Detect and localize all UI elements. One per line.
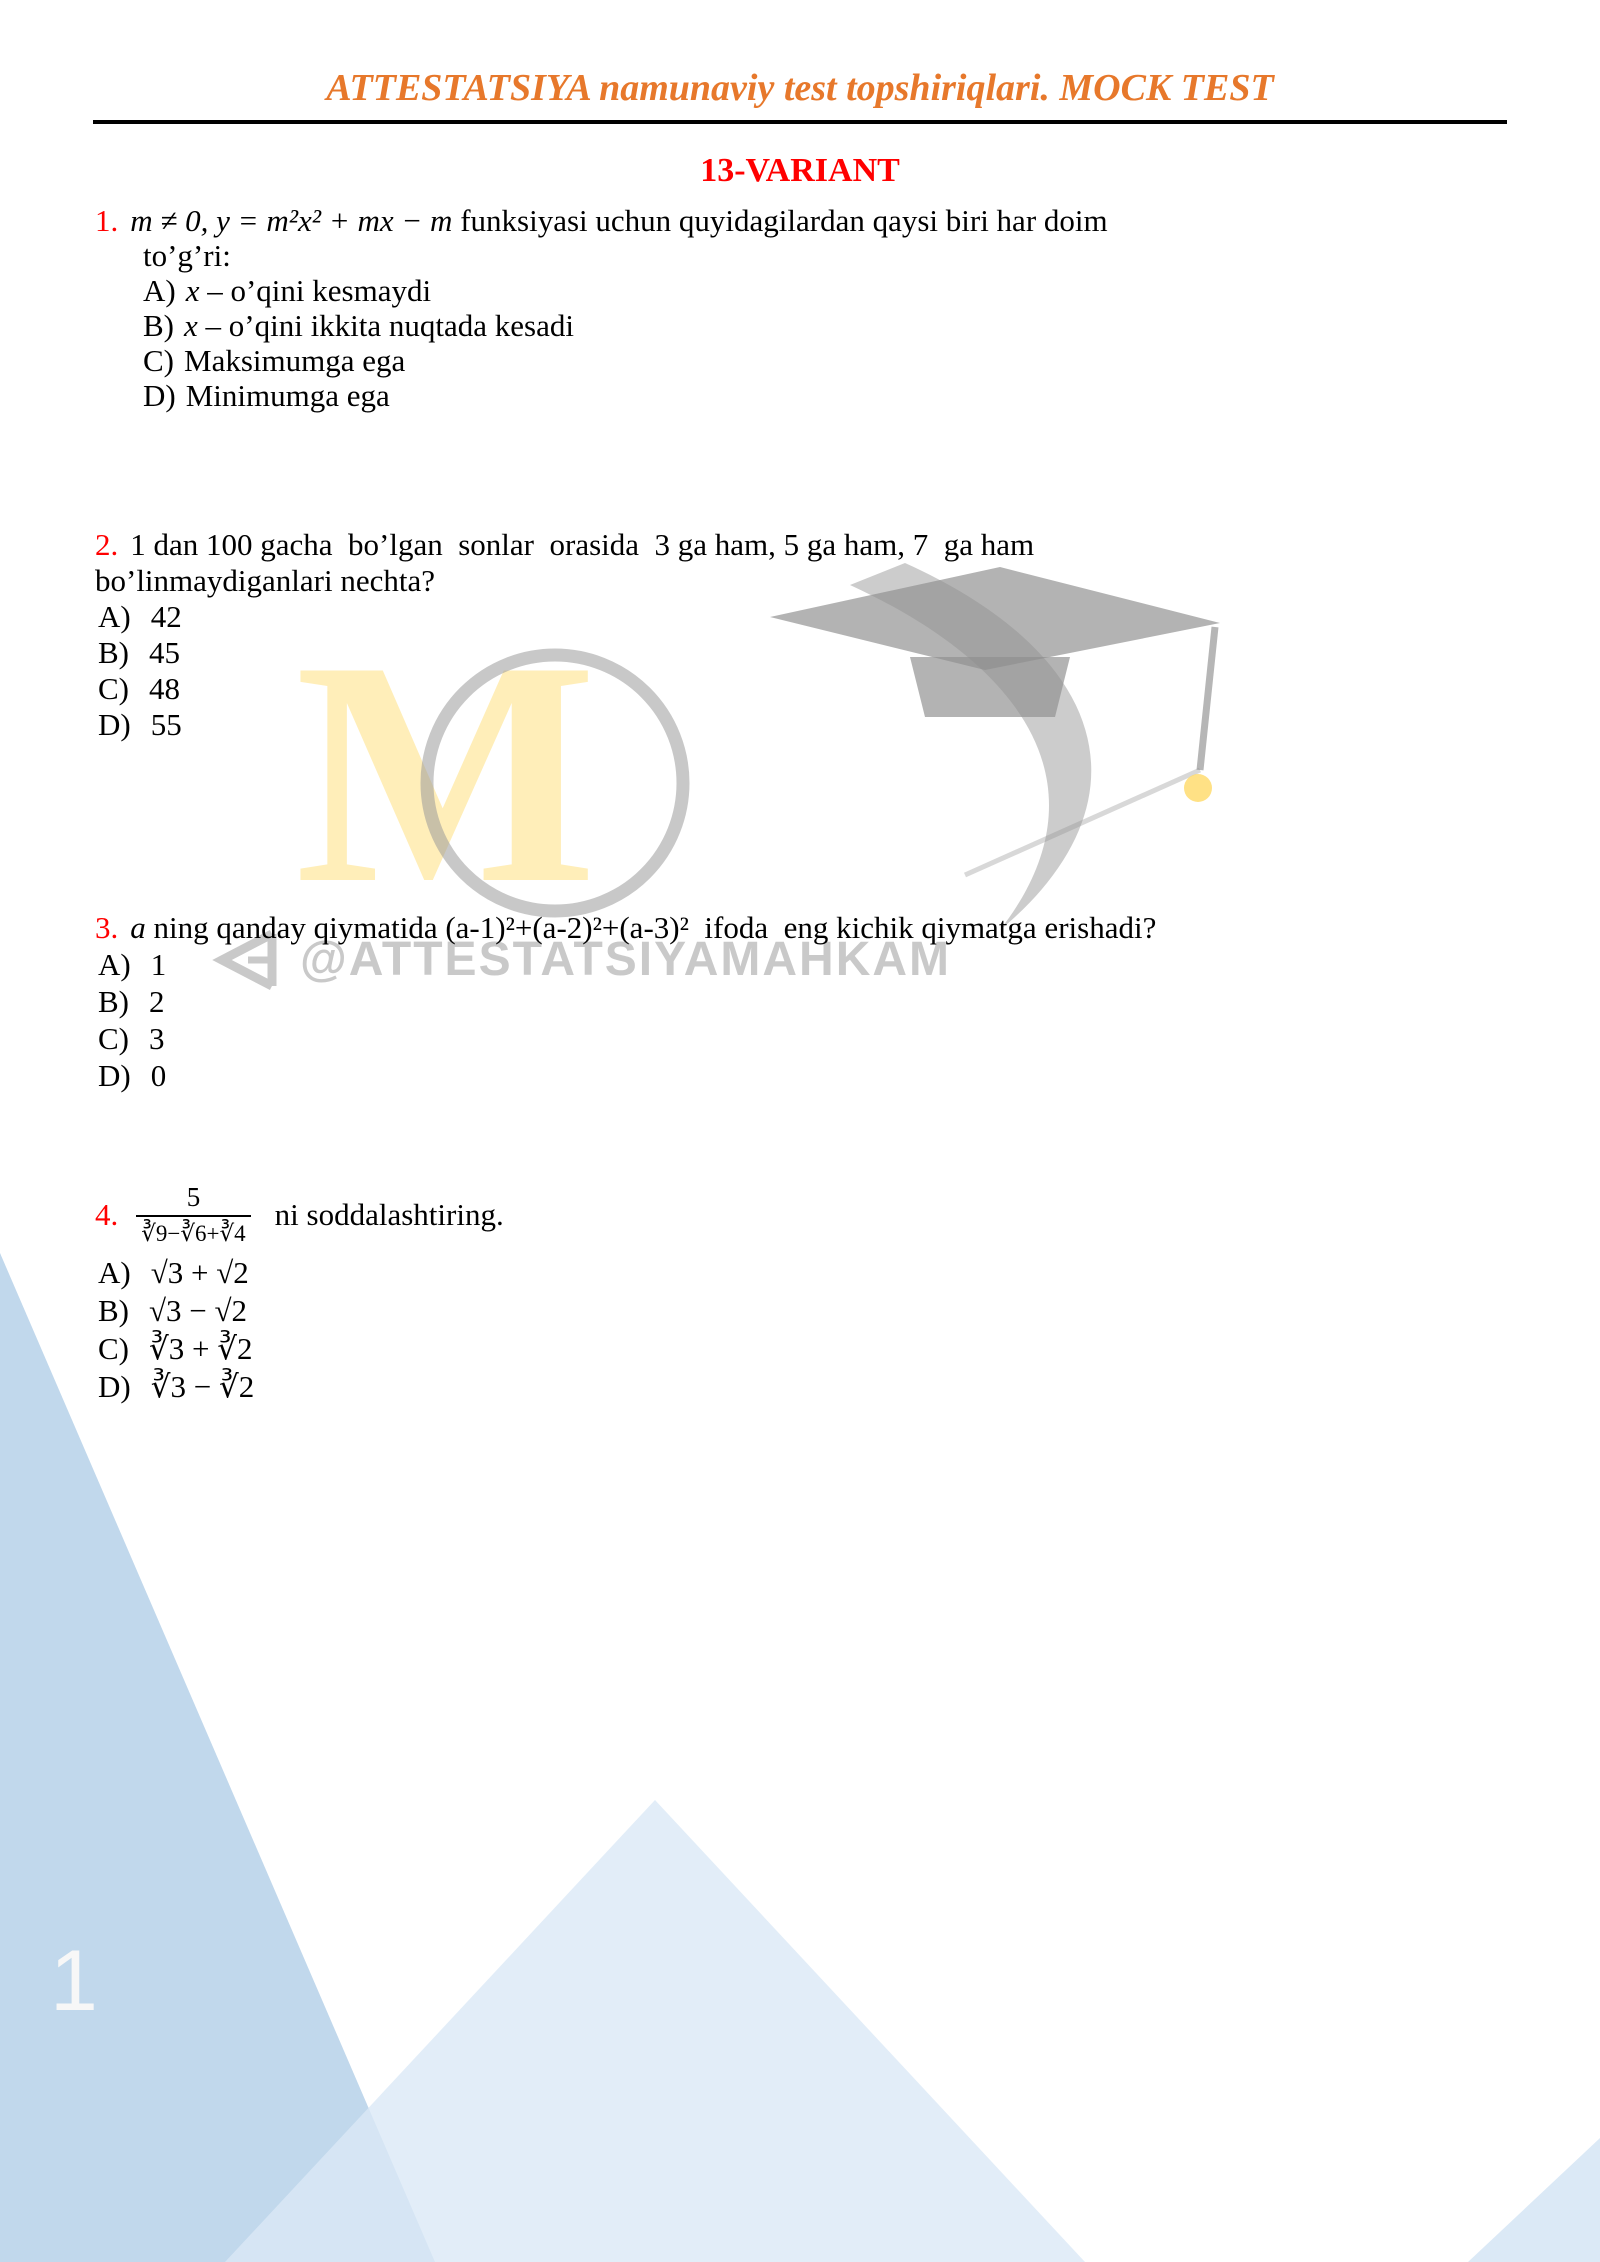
question-1-text-line-2 — [143, 238, 1515, 273]
option-label: C) — [98, 1330, 129, 1366]
option-label: B) — [98, 635, 129, 670]
question-3-option-a — [98, 946, 1515, 983]
option-text: ∛3 − ∛2 — [150, 1368, 255, 1404]
question-4-options — [98, 1254, 1515, 1406]
option-text: √3 − √2 — [149, 1292, 248, 1328]
question-4-text: ni soddalashtiring. — [274, 1197, 504, 1233]
option-text: 3 — [149, 1021, 165, 1056]
option-math: x — [184, 308, 198, 343]
question-2-text-line-2 — [95, 563, 1515, 599]
question-2-text-line-1 — [95, 527, 1515, 563]
question-4-option-b — [98, 1292, 1515, 1330]
question-1-text: funksiyasi uchun quyidagilardan qaysi biri har doim — [452, 203, 1108, 238]
question-3-option-b — [98, 983, 1515, 1020]
question-4-text-line — [95, 1182, 1515, 1248]
option-label: B) — [98, 1292, 129, 1328]
question-1 — [95, 203, 1515, 413]
option-text: 42 — [150, 599, 182, 634]
option-text: Maksimumga ega — [184, 343, 406, 378]
option-math: x — [185, 273, 200, 308]
option-label: A) — [98, 947, 131, 982]
question-3-text: ning qanday qiymatida (a-1)²+(a-2)²+(a-3)² ifoda eng kichik qiymatga erishadi? — [145, 910, 1157, 945]
corner-triangle-right — [1468, 2138, 1600, 2262]
option-text: √3 + √2 — [150, 1254, 249, 1290]
option-label: B) — [143, 308, 174, 343]
question-4-option-d — [98, 1368, 1515, 1406]
option-text: 0 — [150, 1058, 167, 1093]
question-2-number: 2. — [95, 527, 119, 562]
question-1-option-d — [143, 378, 1515, 413]
page-number: 1 — [50, 1933, 98, 2029]
question-2-option-a — [98, 599, 1515, 635]
option-label: B) — [98, 984, 129, 1019]
question-1-math: m ≠ 0, y = m²x² + mx − m — [130, 203, 453, 238]
option-text: 48 — [149, 671, 180, 706]
option-label: D) — [98, 1058, 131, 1093]
option-label: D) — [98, 1368, 131, 1404]
question-1-text-line-1 — [95, 203, 1515, 238]
option-text: 2 — [149, 984, 165, 1019]
question-1-option-c — [143, 343, 1515, 378]
question-2-text: 1 dan 100 gacha bo’lgan sonlar orasida 3 ga ham, 5 ga ham, 7 ga ham — [130, 527, 1035, 562]
question-2-option-d — [98, 707, 1515, 743]
question-4 — [95, 1182, 1515, 1406]
question-1-options — [143, 273, 1515, 413]
question-3-option-c — [98, 1020, 1515, 1057]
option-label: A) — [98, 1254, 131, 1290]
question-3-number: 3. — [95, 910, 119, 945]
option-text: – o’qini kesmaydi — [199, 273, 432, 308]
option-label: D) — [143, 378, 176, 413]
question-1-option-a — [143, 273, 1515, 308]
question-3-options — [98, 946, 1515, 1094]
header-rule — [93, 120, 1507, 124]
option-label: C) — [143, 343, 174, 378]
watermark-monogram: M — [295, 596, 598, 945]
cap-tassel-end — [1184, 774, 1212, 802]
option-label: A) — [98, 599, 131, 634]
option-text: ∛3 + ∛2 — [149, 1330, 253, 1366]
fraction-numerator: 5 — [186, 1182, 201, 1212]
option-text: 45 — [149, 635, 180, 670]
corner-triangle-center — [225, 1800, 1085, 2262]
question-2-text-2: bo’linmaydiganlari nechta? — [95, 563, 436, 598]
question-2-option-b — [98, 635, 1515, 671]
question-1-option-b — [143, 308, 1515, 343]
variant-title: 13-VARIANT — [700, 152, 900, 189]
option-text: 1 — [150, 947, 167, 982]
option-text: Minimumga ega — [185, 378, 390, 413]
question-3-math: a — [130, 910, 146, 945]
question-4-fraction — [136, 1182, 250, 1248]
question-4-option-a — [98, 1254, 1515, 1292]
question-2-options — [98, 599, 1515, 743]
watermark-handle-text: @ATTESTATSIYAMAHKAM — [300, 933, 952, 986]
option-label: C) — [98, 1021, 129, 1056]
question-1-number: 1. — [95, 203, 119, 238]
question-2-option-c — [98, 671, 1515, 707]
page-header-title: ATTESTATSIYA namunaviy test topshiriqlari. MOCK TEST — [326, 67, 1274, 109]
option-text: 55 — [150, 707, 182, 742]
question-4-option-c — [98, 1330, 1515, 1368]
option-label: C) — [98, 671, 129, 706]
question-1-text-2: to’g’ri: — [143, 238, 231, 273]
option-label: A) — [143, 273, 176, 308]
question-3 — [95, 909, 1515, 1094]
option-label: D) — [98, 707, 131, 742]
option-text: – o’qini ikkita nuqtada kesadi — [197, 308, 574, 343]
question-3-option-d — [98, 1057, 1515, 1094]
question-2 — [95, 527, 1515, 743]
question-4-number: 4. — [95, 1197, 119, 1233]
question-3-text-line-1 — [95, 909, 1515, 946]
fraction-denominator: ∛9−∛6+∛4 — [136, 1215, 250, 1248]
